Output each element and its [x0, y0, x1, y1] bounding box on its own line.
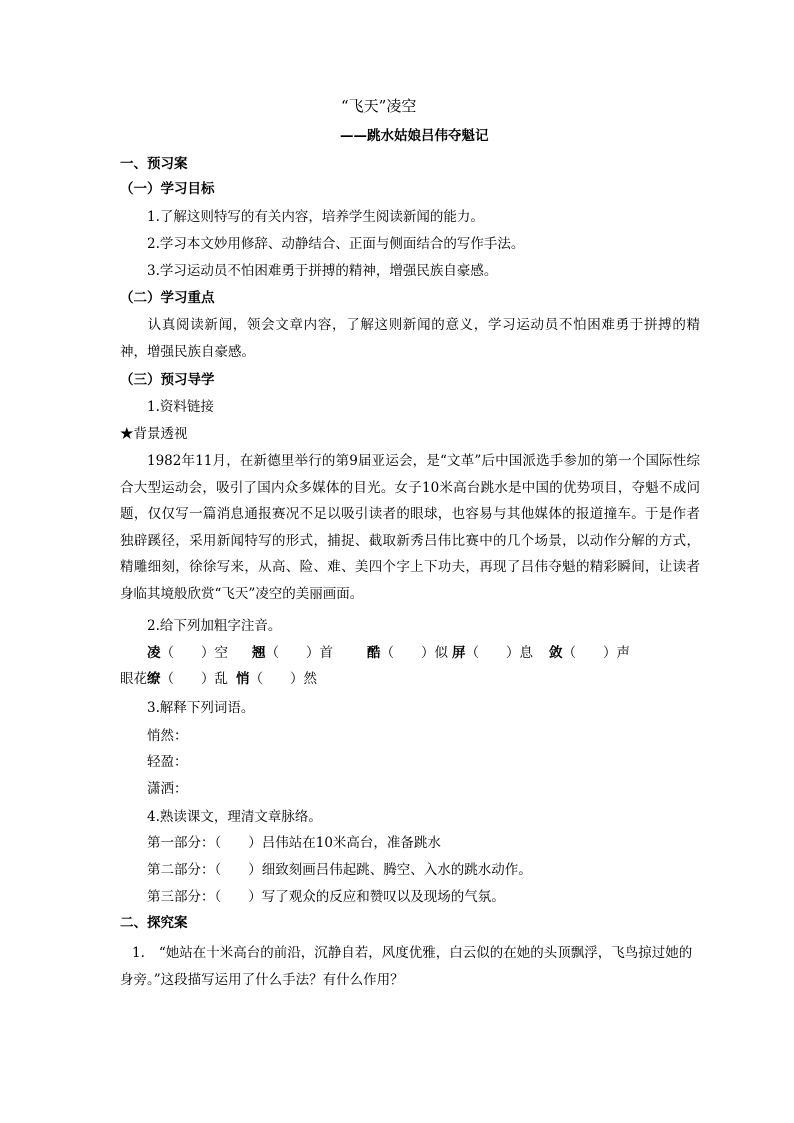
pinyin-task-label: 2.给下列加粗字注音。 — [147, 618, 282, 634]
pinyin-item: 敛（ ）声 — [549, 645, 630, 661]
background-paragraph: 1982年11月，在新德里举行的第9届亚运会，是“文革”后中国派选手参加的第一个国际性综合大型运动会，吸引了国内众多媒体的目光。女子10米高台跳水是中国的优势项目，夺魁不成问题，仅仅写一篇消息通报赛况不足以吸引读者的眼球，也容易与其他媒体的报道撞车。于是作者独辟蹊径，采用新闻特写的形式，捕捉、截取新秀吕伟比赛中的几个场景，以动作分解的方式，精雕细刻，徐徐写来，从高、险、难、美四个字上下功夫，再现了吕伟夺魁的精彩瞬间，让读者身临其境般欣赏“飞天”凌空的美丽画面。 — [120, 453, 700, 602]
objective-item: 3.学习运动员不怕困难勇于拼搏的精神，增强民族自豪感。 — [147, 263, 498, 279]
reading-task-label: 4.熟读课文，理清文章脉络。 — [147, 809, 322, 825]
objective-item: 2.学习本文妙用修辞、动静结合、正面与侧面结合的写作手法。 — [147, 236, 525, 252]
words-task-label: 3.解释下列词语。 — [147, 700, 255, 716]
word-item: 轻盈： — [147, 754, 188, 770]
pinyin-item: 眼花缭（ ）乱 — [120, 671, 228, 687]
focus-paragraph: 认真阅读新闻，领会文章内容，了解这则新闻的意义，学习运动员不怕困难勇于拼搏的精神，增强民族自豪感。 — [120, 317, 700, 360]
structure-part: 第三部分：（ ）写了观众的反应和赞叹以及现场的气氛。 — [147, 889, 505, 905]
page-subtitle: ——跳水姑娘吕伟夺魁记 — [340, 128, 489, 144]
word-item: 潇洒： — [147, 781, 188, 797]
pinyin-item: 凌（ ）空 — [147, 645, 228, 661]
resource-link-label: 1.资料链接 — [147, 399, 214, 415]
pinyin-item: 屏（ ）息 — [452, 645, 533, 661]
explore-question: 1. “她站在十米高台的前沿，沉静自若，风度优雅，白云似的在她的头顶飘浮，飞鸟掠过她的身旁。”这段描写运用了什么手法？有什么作用？ — [120, 945, 693, 988]
background-label: ★背景透视 — [120, 426, 188, 442]
subsection-heading-focus: （二）学习重点 — [120, 290, 215, 306]
subsection-heading-objectives: （一）学习目标 — [120, 181, 215, 197]
section-heading-explore: 二、探究案 — [120, 915, 188, 931]
pinyin-item: 酷（ ）似 — [367, 645, 448, 661]
pinyin-item: 翘（ ）首 — [252, 645, 333, 661]
subsection-heading-guide: （三）预习导学 — [120, 372, 215, 388]
page-title: “飞天”凌空 — [341, 97, 417, 115]
objective-item: 1.了解这则特写的有关内容，培养学生阅读新闻的能力。 — [147, 209, 484, 225]
pinyin-item: 悄（ ）然 — [236, 671, 317, 687]
structure-part: 第一部分：（ ）吕伟站在10米高台，准备跳水 — [147, 835, 441, 851]
section-heading-preview: 一、预习案 — [120, 156, 188, 172]
word-item: 悄然： — [147, 728, 188, 744]
structure-part: 第二部分：（ ）细致刻画吕伟起跳、腾空、入水的跳水动作。 — [147, 862, 532, 878]
